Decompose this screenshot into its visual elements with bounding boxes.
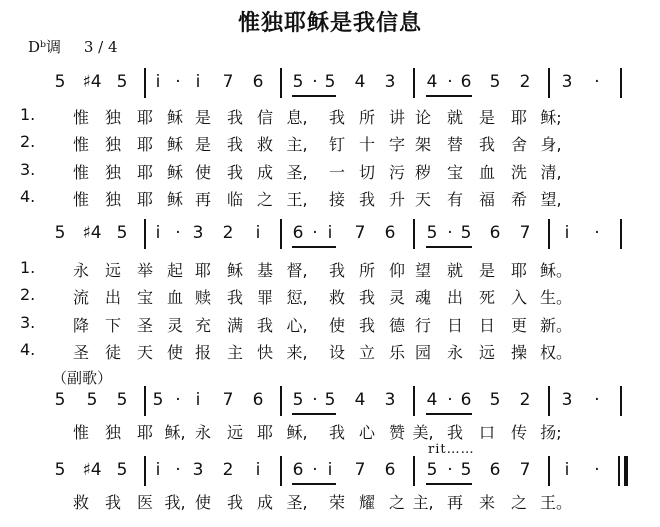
note: 5 (324, 390, 336, 410)
note: i (327, 460, 333, 480)
verse-line (20, 283, 640, 307)
lyric-syllable: 使 (194, 493, 211, 512)
lyric-syllable: 独 (104, 190, 121, 209)
note: 6 (292, 223, 304, 243)
note: 2 (222, 223, 234, 243)
lyric-syllable: 行 (414, 316, 431, 335)
lyric-syllable: 快 (256, 343, 273, 362)
lyric-syllable: 圣 (136, 316, 153, 335)
lyric-syllable: 我 (478, 135, 495, 154)
lyric-syllable: 救 (328, 288, 345, 307)
note: 4 (426, 390, 438, 410)
note: 5 (54, 390, 66, 410)
lyric-syllable: 惟 (72, 135, 89, 154)
barline (620, 219, 622, 249)
lyric-syllable: 入 (510, 288, 527, 307)
lyric-syllable: 血 (166, 288, 183, 307)
lyric-syllable: 出 (104, 288, 121, 307)
lyric-syllable: 报 (194, 343, 211, 362)
lyric-syllable: 成 (256, 163, 273, 182)
lyric-syllable: 之 (510, 493, 527, 512)
lyric-syllable: 宝 (446, 163, 463, 182)
lyric-syllable: 使 (194, 163, 211, 182)
lyric-syllable: 我 (358, 288, 375, 307)
lyric-syllable: 心, (286, 316, 308, 335)
note: · (312, 223, 318, 243)
lyric-syllable: 操 (510, 343, 527, 362)
lyric-syllable: 举 (136, 261, 153, 280)
lyric-syllable: 耀 (358, 493, 375, 512)
note: 5 (116, 390, 128, 410)
note: 5 (54, 223, 66, 243)
note: 6 (252, 72, 264, 92)
lyric-syllable: 我 (446, 423, 463, 442)
lyric-syllable: 主, (286, 135, 308, 154)
lyric-syllable: 耶 (136, 135, 153, 154)
barline (548, 219, 550, 249)
note: 2 (519, 72, 531, 92)
barline (548, 456, 550, 486)
lyric-syllable: 稣; (540, 108, 562, 127)
lyric-syllable: 再 (194, 190, 211, 209)
lyric-syllable: 扬; (540, 423, 562, 442)
note: 7 (222, 390, 234, 410)
notation-system-1 (40, 68, 638, 98)
lyric-syllable: 一 (328, 163, 345, 182)
lyric-syllable: 希 (510, 190, 527, 209)
note: i (255, 460, 261, 480)
lyric-syllable: 是 (478, 108, 495, 127)
lyric-syllable: 息, (286, 108, 308, 127)
lyric-syllable: 赎 (194, 288, 211, 307)
lyric-syllable: 升 (388, 190, 405, 209)
note: i (327, 223, 333, 243)
note: ♯4 (82, 223, 102, 243)
key-time-signature (28, 36, 118, 57)
beam-underline (292, 246, 336, 248)
note: · (447, 390, 453, 410)
lyric-syllable: 主 (226, 343, 243, 362)
lyric-syllable: 乐 (388, 343, 405, 362)
lyric-syllable: 耶 (136, 423, 153, 442)
lyric-syllable: 圣, (286, 163, 308, 182)
lyric-syllable: 充 (194, 316, 211, 335)
lyric-syllable: 稣, (286, 423, 308, 442)
lyric-syllable: 污 (388, 163, 405, 182)
note: i (255, 223, 261, 243)
beam-underline (292, 413, 336, 415)
lyric-syllable: 之 (388, 493, 405, 512)
lyric-syllable: 有 (446, 190, 463, 209)
lyric-syllable: 愆, (286, 288, 308, 307)
verse-line (20, 338, 640, 362)
lyric-syllable: 魂 (414, 288, 431, 307)
note: 5 (152, 390, 164, 410)
lyric-syllable: 生。 (540, 288, 573, 307)
lyric-syllable: 徒 (104, 343, 121, 362)
verse-line (20, 158, 640, 182)
lyric-syllable: 远 (104, 261, 121, 280)
note: 5 (116, 72, 128, 92)
lyric-syllable: 流 (72, 288, 89, 307)
lyric-syllable: 救 (256, 135, 273, 154)
lyric-syllable: 死 (478, 288, 495, 307)
note: 6 (460, 72, 472, 92)
note: 5 (86, 390, 98, 410)
note: 3 (561, 72, 573, 92)
note: 2 (222, 460, 234, 480)
barline (144, 68, 146, 98)
lyric-syllable: 天 (414, 190, 431, 209)
verse-line (20, 311, 640, 335)
lyric-syllable: 稣 (166, 163, 183, 182)
chorus-label: （副歌） (52, 369, 113, 387)
lyric-syllable: 主, (412, 493, 434, 512)
beam-underline (292, 95, 336, 97)
verse-number: 3. (20, 313, 36, 332)
barline (144, 386, 146, 416)
lyric-syllable: 替 (446, 135, 463, 154)
note: 7 (222, 72, 234, 92)
barline (413, 68, 415, 98)
lyric-syllable: 惟 (72, 190, 89, 209)
barline (280, 219, 282, 249)
lyric-syllable: 望, (540, 190, 562, 209)
key-signature: Dᵇ调 (28, 38, 62, 56)
note: · (447, 72, 453, 92)
note: 3 (384, 72, 396, 92)
lyric-syllable: 洗 (510, 163, 527, 182)
lyric-syllable: 我 (328, 423, 345, 442)
lyric-syllable: 荣 (328, 493, 345, 512)
verse-line (20, 103, 640, 127)
lyric-syllable: 永 (194, 423, 211, 442)
lyric-syllable: 稣, (164, 423, 186, 442)
note: 3 (192, 460, 204, 480)
lyric-syllable: 降 (72, 316, 89, 335)
note: · (447, 460, 453, 480)
note: 5 (489, 390, 501, 410)
rit-marking: rit…… (428, 442, 475, 457)
note: 6 (489, 223, 501, 243)
note: 6 (384, 460, 396, 480)
lyric-syllable: 是 (194, 108, 211, 127)
lyric-syllable: 我 (226, 163, 243, 182)
lyric-syllable: 权。 (540, 343, 573, 362)
barline (280, 386, 282, 416)
barline (280, 68, 282, 98)
lyric-syllable: 我 (226, 135, 243, 154)
note: 7 (354, 460, 366, 480)
note: 5 (54, 460, 66, 480)
lyric-syllable: 德 (388, 316, 405, 335)
lyric-syllable: 我, (164, 493, 186, 512)
lyric-syllable: 日 (446, 316, 463, 335)
lyric-syllable: 耶 (136, 108, 153, 127)
note: 5 (116, 223, 128, 243)
lyric-syllable: 下 (104, 316, 121, 335)
note: 5 (426, 223, 438, 243)
note: i (195, 390, 201, 410)
lyric-syllable: 传 (510, 423, 527, 442)
lyric-syllable: 王。 (540, 493, 573, 512)
note: 6 (489, 460, 501, 480)
note: 5 (460, 460, 472, 480)
lyric-syllable: 独 (104, 423, 121, 442)
verse-number: 1. (20, 258, 36, 277)
barline (620, 68, 622, 98)
final-barline-thin (618, 456, 620, 486)
lyric-syllable: 基 (256, 261, 273, 280)
note: i (155, 223, 161, 243)
barline (548, 68, 550, 98)
lyric-syllable: 耶 (510, 108, 527, 127)
lyric-syllable: 出 (446, 288, 463, 307)
lyric-syllable: 王, (286, 190, 308, 209)
verse-number: 3. (20, 160, 36, 179)
lyric-syllable: 耶 (256, 423, 273, 442)
lyric-syllable: 我 (256, 316, 273, 335)
notation-system-4 (40, 456, 638, 486)
note: · (175, 460, 181, 480)
lyric-syllable: 是 (194, 135, 211, 154)
lyric-syllable: 惟 (72, 163, 89, 182)
beam-underline (426, 413, 472, 415)
lyric-syllable: 立 (358, 343, 375, 362)
lyric-syllable: 稣 (226, 261, 243, 280)
barline (413, 386, 415, 416)
lyric-syllable: 稣 (166, 190, 183, 209)
lyric-syllable: 园 (414, 343, 431, 362)
note: · (594, 223, 600, 243)
lyric-syllable: 独 (104, 135, 121, 154)
verse-line (20, 418, 640, 442)
lyric-syllable: 信 (256, 108, 273, 127)
lyric-syllable: 使 (328, 316, 345, 335)
note: · (175, 390, 181, 410)
verse-number: 4. (20, 340, 36, 359)
lyric-syllable: 惟 (72, 423, 89, 442)
note: 5 (54, 72, 66, 92)
note: 7 (519, 460, 531, 480)
lyric-syllable: 设 (328, 343, 345, 362)
lyric-syllable: 稣。 (540, 261, 573, 280)
lyric-syllable: 望 (414, 261, 431, 280)
lyric-syllable: 来, (286, 343, 308, 362)
note: · (594, 390, 600, 410)
lyric-syllable: 宝 (136, 288, 153, 307)
lyric-syllable: 清, (540, 163, 562, 182)
lyric-syllable: 字 (388, 135, 405, 154)
note: 7 (354, 223, 366, 243)
barline (620, 386, 622, 416)
lyric-syllable: 成 (256, 493, 273, 512)
final-barline-thick (624, 456, 628, 486)
verse-number: 1. (20, 105, 36, 124)
time-signature: 3 / 4 (83, 38, 118, 56)
lyric-syllable: 救 (72, 493, 89, 512)
note: 5 (116, 460, 128, 480)
lyric-syllable: 秽 (414, 163, 431, 182)
note: · (594, 72, 600, 92)
note: 5 (324, 72, 336, 92)
lyric-syllable: 独 (104, 163, 121, 182)
lyric-syllable: 耶 (136, 163, 153, 182)
lyric-syllable: 督, (286, 261, 308, 280)
verse-number: 2. (20, 285, 36, 304)
verse-line (20, 256, 640, 280)
note: 4 (354, 72, 366, 92)
note: 5 (292, 390, 304, 410)
barline (548, 386, 550, 416)
note: i (155, 72, 161, 92)
lyric-syllable: 所 (358, 261, 375, 280)
lyric-syllable: 架 (414, 135, 431, 154)
note: · (447, 223, 453, 243)
barline (144, 219, 146, 249)
beam-underline (292, 483, 336, 485)
lyric-syllable: 我 (358, 316, 375, 335)
verse-line (20, 130, 640, 154)
lyric-syllable: 就 (446, 108, 463, 127)
verse-line (20, 185, 640, 209)
note: 2 (519, 390, 531, 410)
lyric-syllable: 临 (226, 190, 243, 209)
verse-number: 4. (20, 187, 36, 206)
lyric-syllable: 稣 (166, 108, 183, 127)
note: · (312, 72, 318, 92)
note: 3 (192, 223, 204, 243)
lyric-syllable: 论 (414, 108, 431, 127)
note: · (312, 460, 318, 480)
lyric-syllable: 舍 (510, 135, 527, 154)
lyric-syllable: 我 (328, 261, 345, 280)
note: 4 (426, 72, 438, 92)
lyric-syllable: 切 (358, 163, 375, 182)
barline (413, 456, 415, 486)
lyric-syllable: 起 (166, 261, 183, 280)
lyric-syllable: 满 (226, 316, 243, 335)
lyric-syllable: 远 (478, 343, 495, 362)
note: 7 (519, 223, 531, 243)
note: · (594, 460, 600, 480)
lyric-syllable: 讲 (388, 108, 405, 127)
lyric-syllable: 我 (226, 288, 243, 307)
lyric-syllable: 我 (328, 108, 345, 127)
lyric-syllable: 日 (478, 316, 495, 335)
note: 5 (460, 223, 472, 243)
lyric-syllable: 赞 (388, 423, 405, 442)
note: 5 (426, 460, 438, 480)
lyric-syllable: 美, (412, 423, 434, 442)
lyric-syllable: 灵 (166, 316, 183, 335)
lyric-syllable: 耶 (136, 190, 153, 209)
barline (413, 219, 415, 249)
beam-underline (426, 246, 472, 248)
lyric-syllable: 福 (478, 190, 495, 209)
lyric-syllable: 永 (72, 261, 89, 280)
lyric-syllable: 我 (226, 108, 243, 127)
lyric-syllable: 圣, (286, 493, 308, 512)
lyric-syllable: 仰 (388, 261, 405, 280)
lyric-syllable: 所 (358, 108, 375, 127)
note: i (564, 223, 570, 243)
note: i (564, 460, 570, 480)
note: · (175, 223, 181, 243)
lyric-syllable: 更 (510, 316, 527, 335)
lyric-syllable: 永 (446, 343, 463, 362)
lyric-syllable: 来 (478, 493, 495, 512)
barline (144, 456, 146, 486)
lyric-syllable: 耶 (194, 261, 211, 280)
lyric-syllable: 接 (328, 190, 345, 209)
lyric-syllable: 天 (136, 343, 153, 362)
verse-number: 2. (20, 132, 36, 151)
note: ♯4 (82, 72, 102, 92)
lyric-syllable: 我 (226, 493, 243, 512)
lyric-syllable: 就 (446, 261, 463, 280)
lyric-syllable: 我 (358, 190, 375, 209)
lyric-syllable: 身, (540, 135, 562, 154)
lyric-syllable: 是 (478, 261, 495, 280)
lyric-syllable: 使 (166, 343, 183, 362)
lyric-syllable: 再 (446, 493, 463, 512)
lyric-syllable: 心 (358, 423, 375, 442)
note: 6 (252, 390, 264, 410)
lyric-syllable: 我 (104, 493, 121, 512)
note: 6 (460, 390, 472, 410)
lyric-syllable: 罪 (256, 288, 273, 307)
note: 3 (561, 390, 573, 410)
lyric-syllable: 口 (478, 423, 495, 442)
song-title: 惟独耶稣是我信息 (237, 10, 422, 36)
note: 5 (292, 72, 304, 92)
lyric-syllable: 惟 (72, 108, 89, 127)
lyric-syllable: 钉 (328, 135, 345, 154)
beam-underline (426, 95, 472, 97)
notation-system-2 (40, 219, 638, 249)
lyric-syllable: 远 (226, 423, 243, 442)
beam-underline (426, 483, 472, 485)
lyric-syllable: 灵 (388, 288, 405, 307)
note: i (155, 460, 161, 480)
lyric-syllable: 耶 (510, 261, 527, 280)
note: 6 (292, 460, 304, 480)
note: ♯4 (82, 460, 102, 480)
note: 5 (489, 72, 501, 92)
lyric-syllable: 独 (104, 108, 121, 127)
notation-system-3 (40, 386, 638, 416)
lyric-syllable: 之 (256, 190, 273, 209)
note: 3 (384, 390, 396, 410)
lyric-syllable: 稣 (166, 135, 183, 154)
note: · (175, 72, 181, 92)
lyric-syllable: 医 (136, 493, 153, 512)
lyric-syllable: 血 (478, 163, 495, 182)
note: 6 (384, 223, 396, 243)
note: · (312, 390, 318, 410)
lyric-syllable: 新。 (540, 316, 573, 335)
barline (280, 456, 282, 486)
lyric-syllable: 圣 (72, 343, 89, 362)
note: 4 (354, 390, 366, 410)
verse-line (20, 488, 640, 512)
lyric-syllable: 十 (358, 135, 375, 154)
note: i (195, 72, 201, 92)
